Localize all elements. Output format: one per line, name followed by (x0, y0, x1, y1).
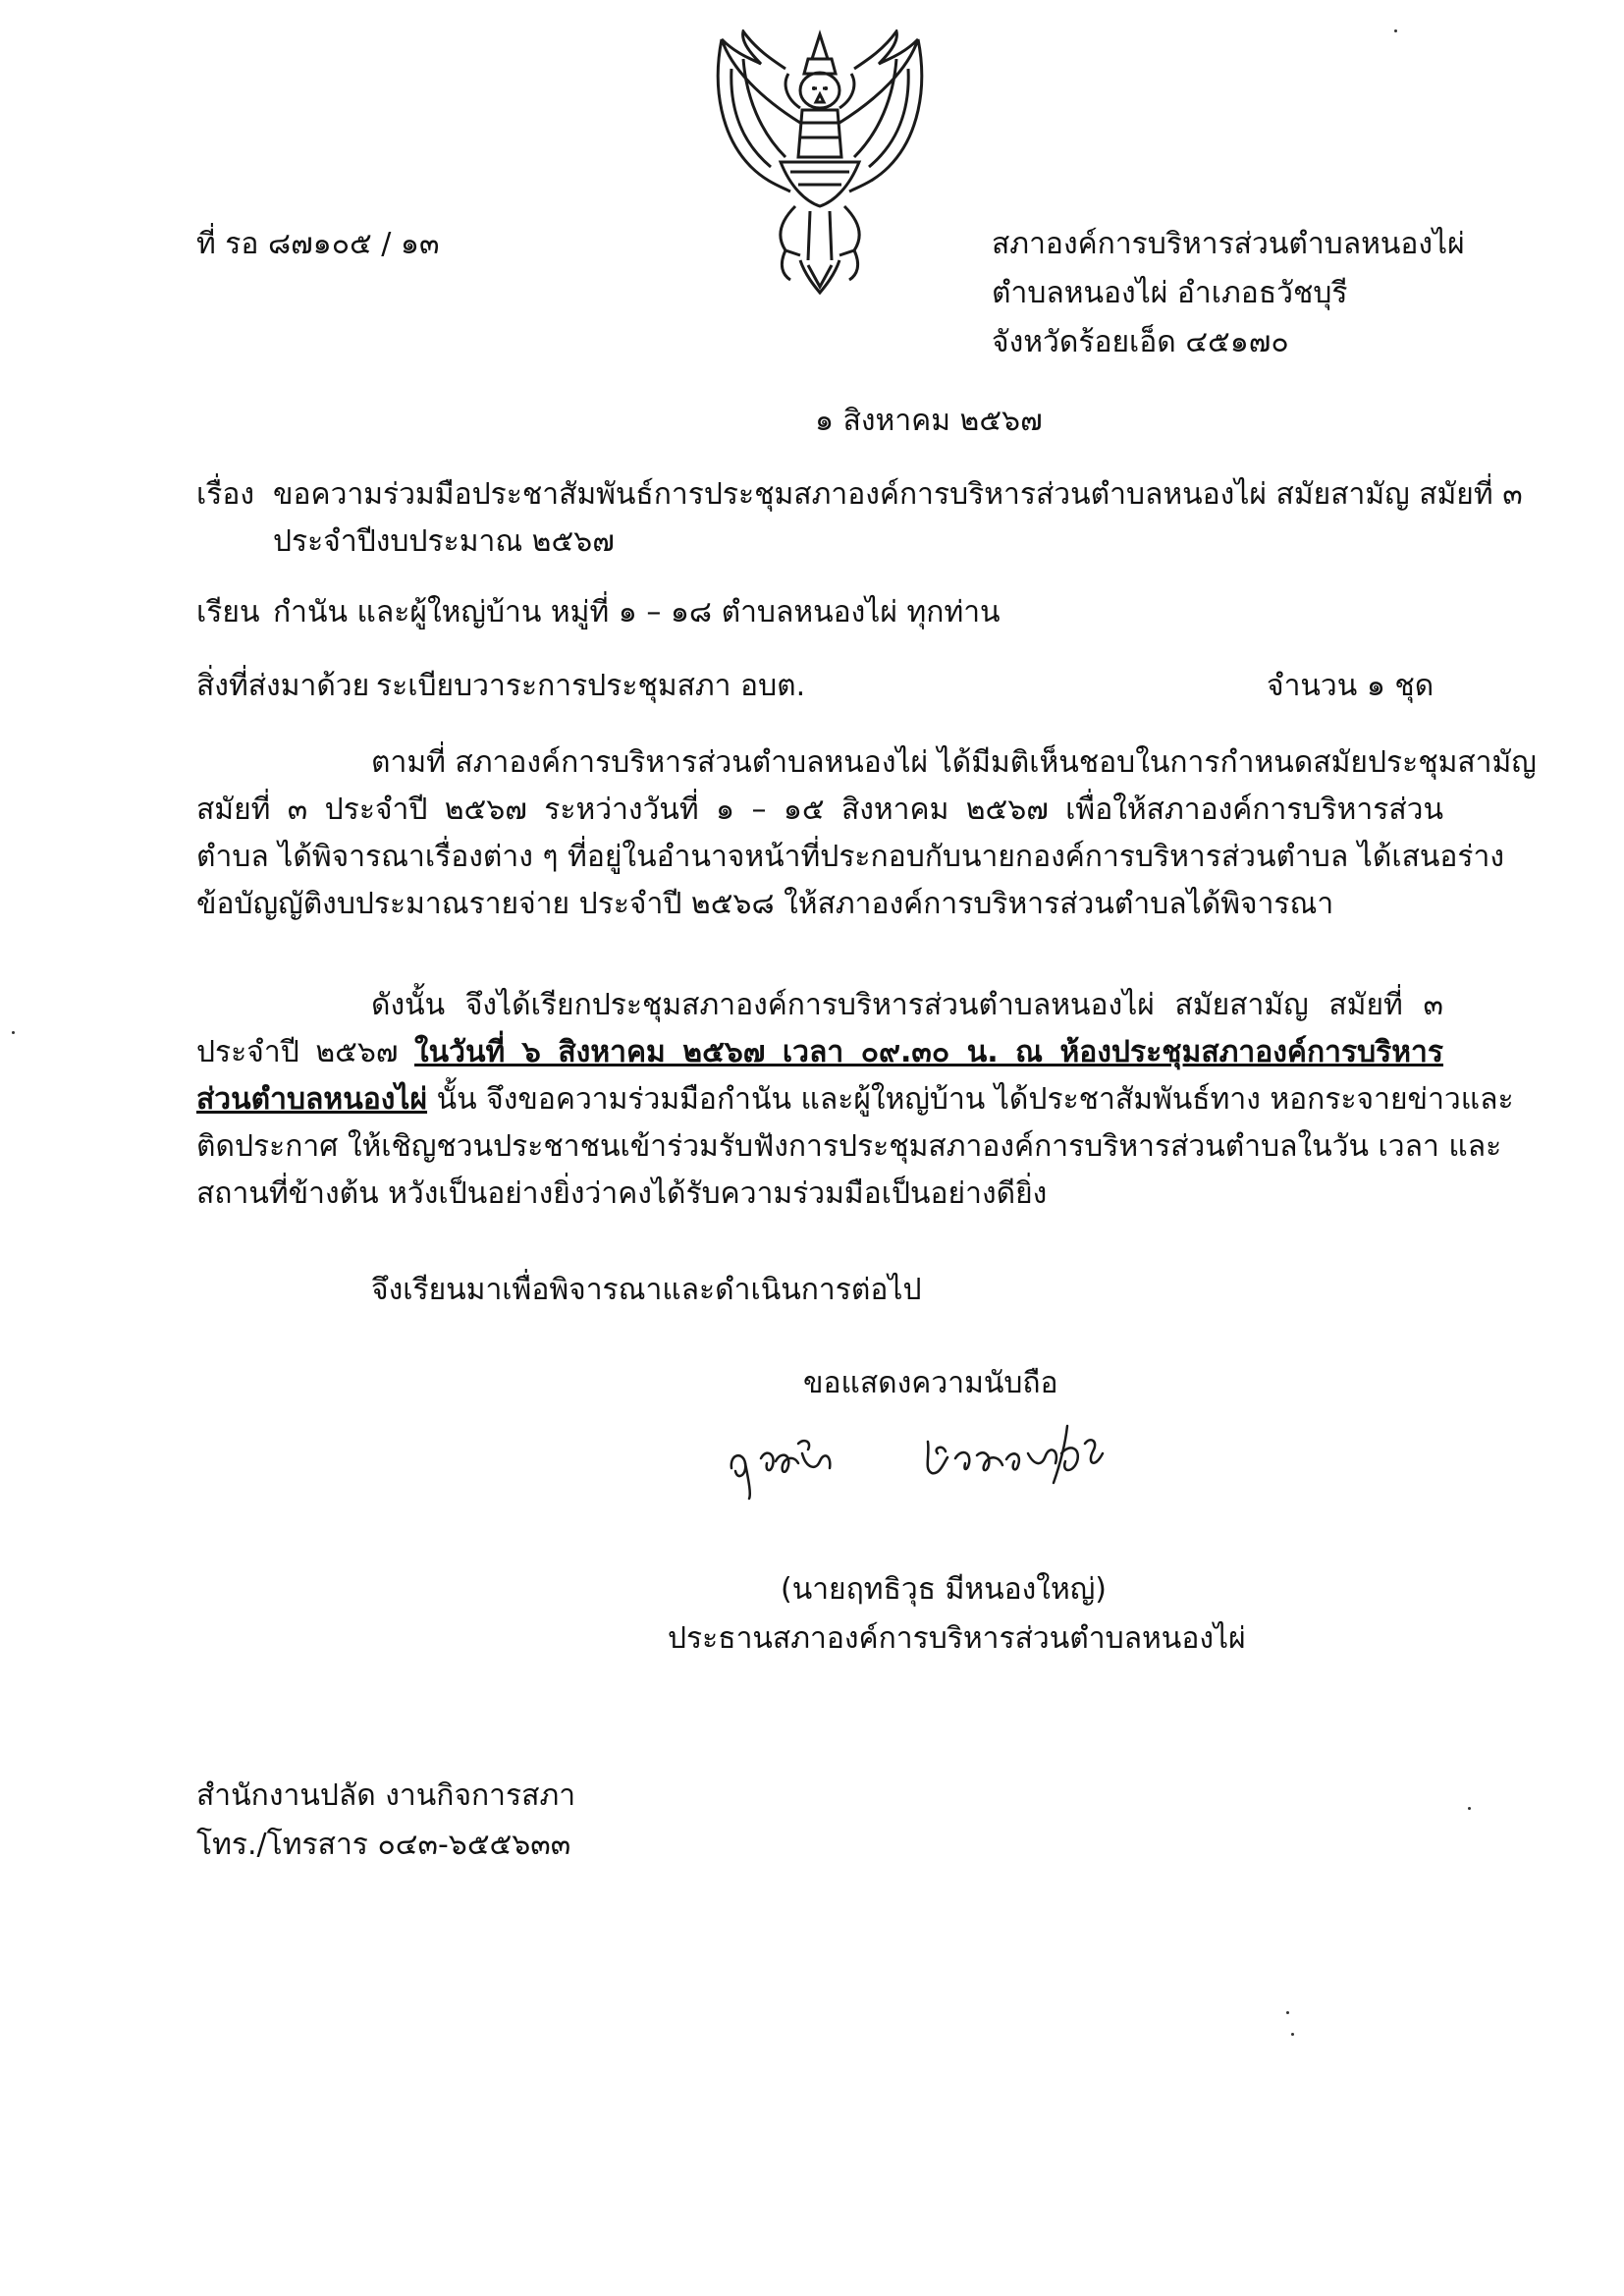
org-address: ตำบลหนองไผ่ อำเภอธวัชบุรี (992, 276, 1348, 310)
body-p1-line: ตำบล ได้พิจารณาเรื่องต่าง ๆ ที่อยู่ในอำนาจหน้าที่ประกอบกับนายกองค์การบริหารส่วนตำบล ได้เสนอร่าง (196, 840, 1505, 874)
footer-office: สำนักงานปลัด งานกิจการสภา (196, 1778, 576, 1813)
body-p2-line (196, 1029, 1443, 1076)
garuda-emblem-icon (692, 29, 947, 295)
org-name: สภาองค์การบริหารส่วนตำบลหนองไผ่ (992, 227, 1465, 261)
body-paragraph-1 (196, 739, 1537, 928)
signer-name: (นายฤทธิวุธ มีหนองใหญ่) (781, 1572, 1107, 1607)
recipient-text: กำนัน และผู้ใหญ่บ้าน หมู่ที่ ๑ – ๑๘ ตำบลหนองไผ่ ทุกท่าน (273, 595, 1001, 629)
body-p2-line: สถานที่ข้างต้น หวังเป็นอย่างยิ่งว่าคงได้รับความร่วมมือเป็นอย่างดียิ่ง (196, 1176, 1048, 1211)
body-p2-text: นั้น จึงขอความร่วมมือกำนัน และผู้ใหญ่บ้าน ได้ประชาสัมพันธ์ทาง หอกระจายข่าวและ (427, 1082, 1514, 1117)
enclosure-text: ระเบียบวาระการประชุมสภา อบต. (376, 669, 806, 703)
enclosure-count: จำนวน ๑ ชุด (1267, 669, 1435, 703)
meeting-place-highlight: ส่วนตำบลหนองไผ่ (196, 1082, 428, 1117)
body-paragraph-3: จึงเรียนมาเพื่อพิจารณาและดำเนินการต่อไป (371, 1273, 922, 1307)
body-p2-text: ประจำปี ๒๕๖๗ (196, 1035, 415, 1069)
body-paragraph-2 (196, 982, 1514, 1218)
body-p2-line: ดังนั้น จึงได้เรียกประชุมสภาองค์การบริหารส่วนตำบลหนองไผ่ สมัยสามัญ สมัยที่ ๓ (371, 988, 1443, 1022)
subject-line1: ขอความร่วมมือประชาสัมพันธ์การประชุมสภาองค์การบริหารส่วนตำบลหนองไผ่ สมัยสามัญ สมัยที่ ๓ (273, 477, 1523, 512)
body-p2-line: ติดประกาศ ให้เชิญชวนประชาชนเข้าร่วมรับฟังการประชุมสภาองค์การบริหารส่วนตำบลในวัน เวลา และ (196, 1129, 1502, 1164)
signature-icon (722, 1414, 1183, 1503)
enclosure-label: สิ่งที่ส่งมาด้วย (196, 669, 370, 703)
scan-speck (12, 1031, 15, 1034)
subject-label: เรื่อง (196, 477, 255, 512)
signer-position: ประธานสภาองค์การบริหารส่วนตำบลหนองไผ่ (668, 1621, 1246, 1656)
scan-speck (1394, 29, 1397, 32)
subject-line2: ประจำปีงบประมาณ ๒๕๖๗ (273, 524, 615, 559)
body-p2-line (196, 1076, 1514, 1123)
org-province: จังหวัดร้อยเอ็ด ๔๕๑๗๐ (992, 325, 1289, 359)
closing-regards: ขอแสดงความนับถือ (803, 1366, 1058, 1400)
scan-speck (1286, 2011, 1289, 2014)
meeting-datetime-highlight: ในวันที่ ๖ สิงหาคม ๒๕๖๗ เวลา ๐๙.๓๐ น. ณ ห้องประชุมสภาองค์การบริหาร (414, 1035, 1443, 1069)
reference-number: ที่ รอ ๘๗๑๐๕ / ๑๓ (196, 227, 440, 261)
body-p1-line: สมัยที่ ๓ ประจำปี ๒๕๖๗ ระหว่างวันที่ ๑ – ๑๕ สิงหาคม ๒๕๖๗ เพื่อให้สภาองค์การบริหารส่วน (196, 793, 1443, 827)
scan-speck (1468, 1807, 1471, 1810)
body-p1-line: ตามที่ สภาองค์การบริหารส่วนตำบลหนองไผ่ ได้มีมติเห็นชอบในการกำหนดสมัยประชุมสามัญ (371, 745, 1537, 780)
scan-speck (1291, 2033, 1294, 2036)
footer-phone: โทร./โทรสาร ๐๔๓-๖๕๕๖๓๓ (196, 1828, 571, 1862)
body-p1-line: ข้อบัญญัติงบประมาณรายจ่าย ประจำปี ๒๕๖๘ ให้สภาองค์การบริหารส่วนตำบลได้พิจารณา (196, 887, 1334, 921)
recipient-label: เรียน (196, 595, 260, 629)
letter-date: ๑ สิงหาคม ๒๕๖๗ (815, 404, 1043, 438)
